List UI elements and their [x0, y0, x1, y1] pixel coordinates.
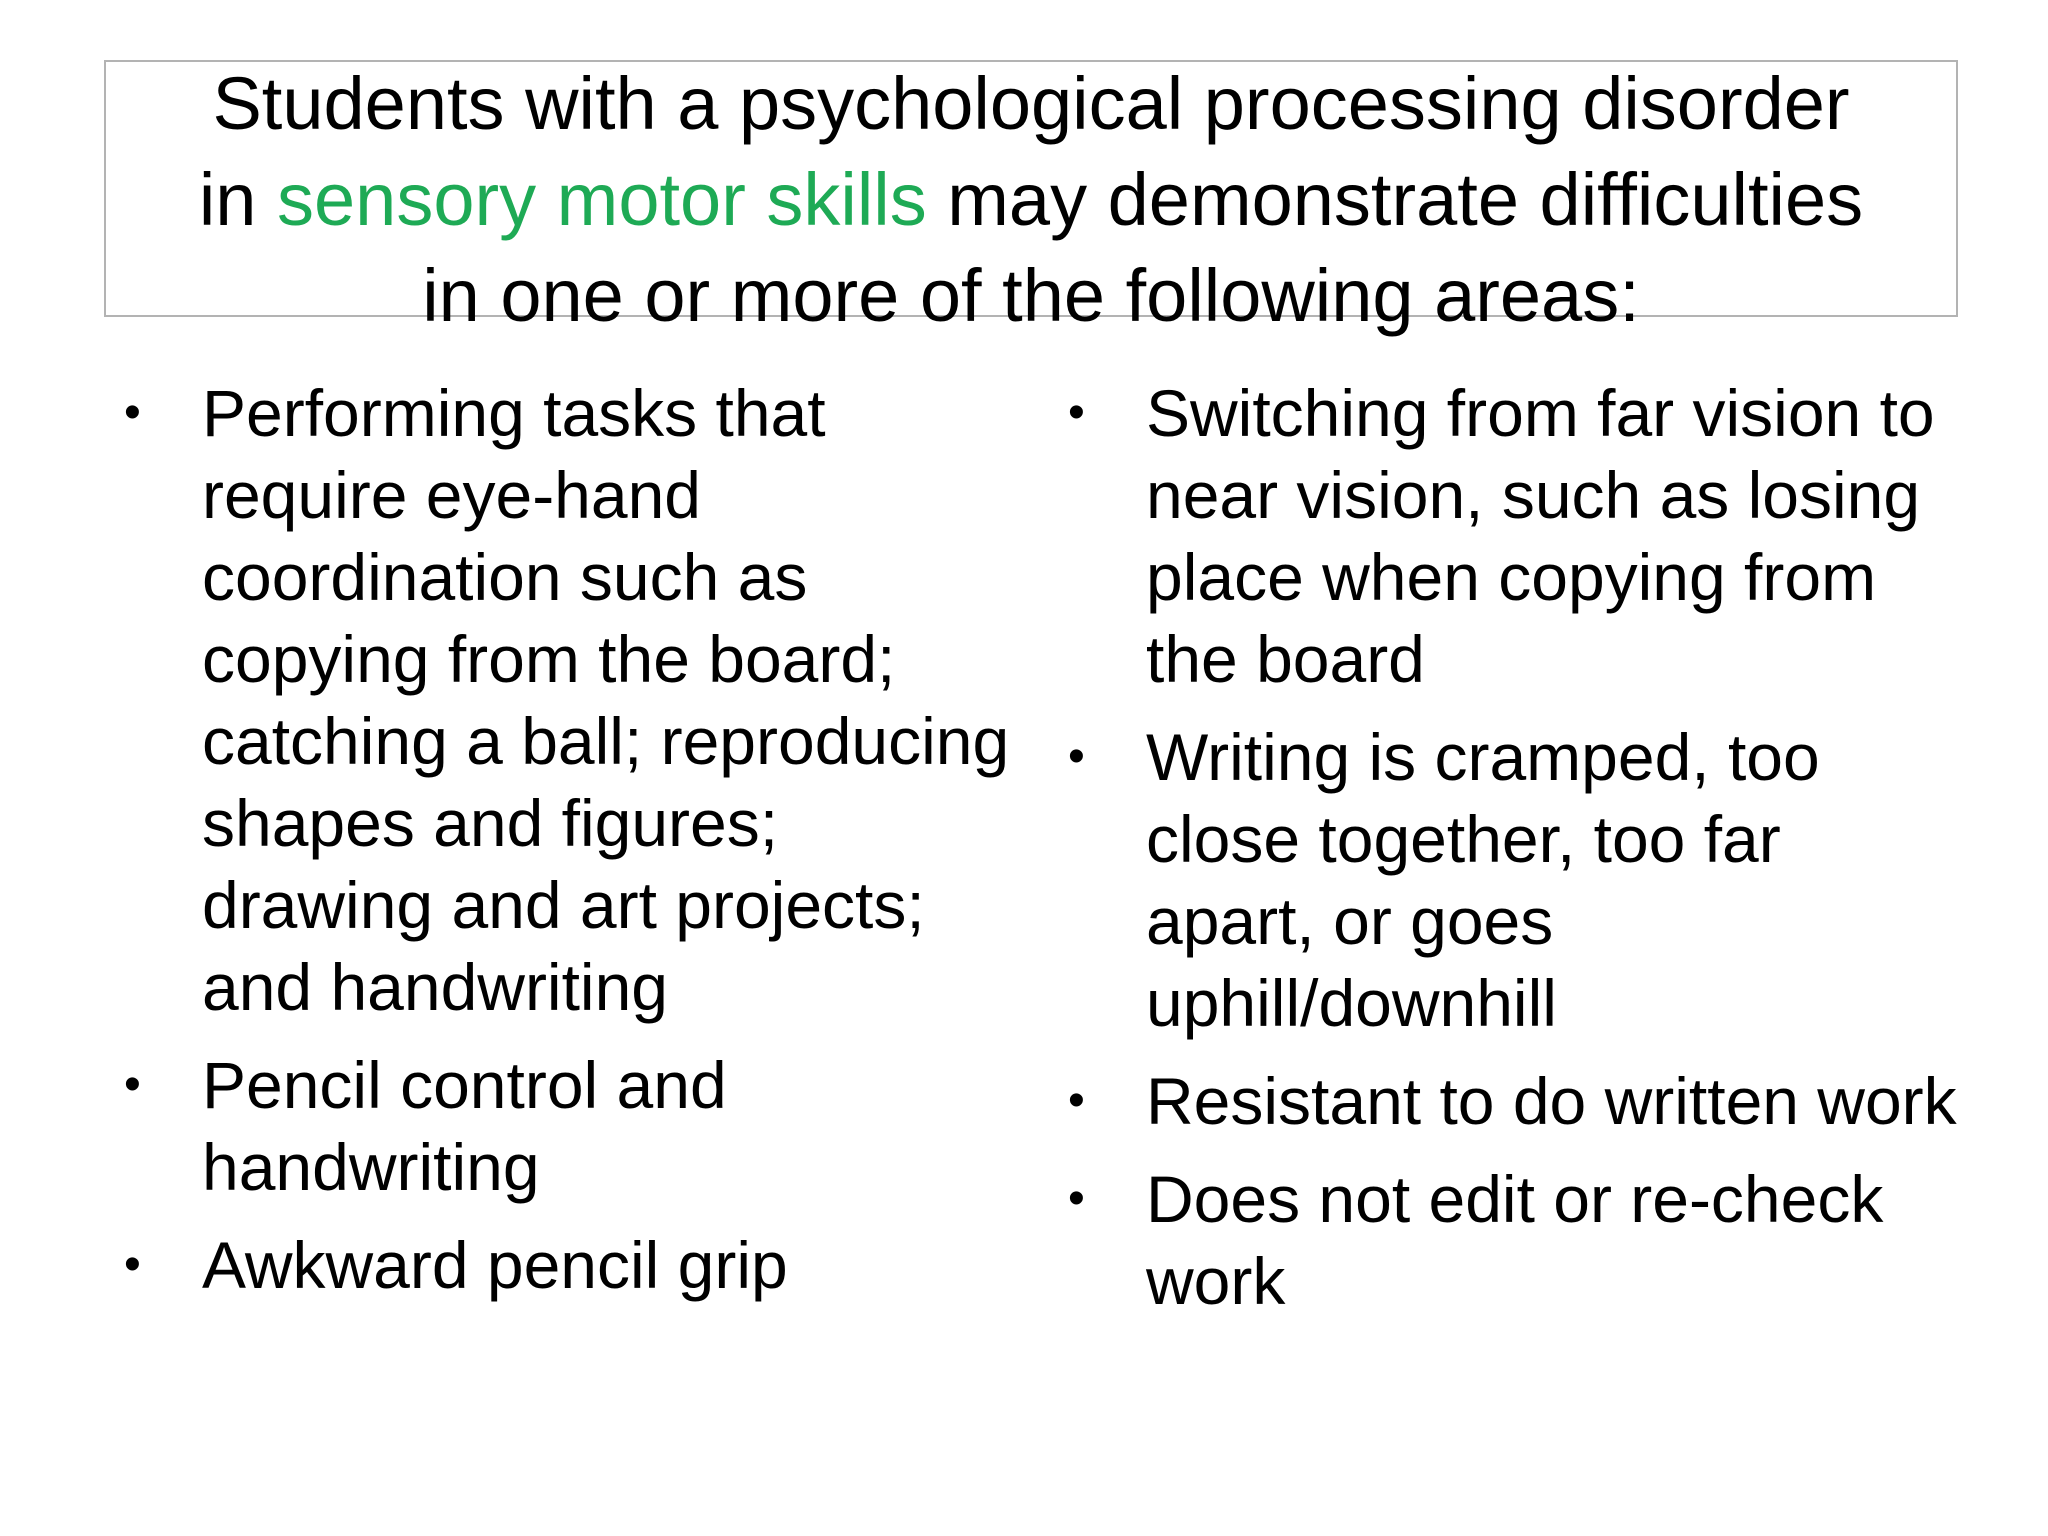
title-line-1: Students with a psychological processing disorder [212, 62, 1850, 145]
title-line-2-prefix: in [198, 158, 278, 241]
list-item [1062, 1158, 1962, 1322]
list-item-text: Performing tasks that require eye-hand coordination such as copying from the board; catching a ball; reproducing shapes and figures; drawing and art projects; and handwriting [202, 376, 1010, 1024]
left-column [118, 372, 1018, 1322]
right-column [1062, 372, 1962, 1338]
bullet-icon: • [1068, 1172, 1085, 1225]
list-item [118, 1224, 1018, 1306]
slide-title-box [104, 60, 1958, 337]
title-line-3: in one or more of the following areas: [422, 254, 1640, 337]
list-item-text: Awkward pencil grip [202, 1228, 788, 1302]
list-item-text: Writing is cramped, too close together, too far apart, or goes uphill/downhill [1146, 720, 1820, 1040]
bullet-icon: • [1068, 730, 1085, 783]
list-item-text: Switching from far vision to near vision, such as losing place when copying from the board [1146, 376, 1935, 696]
right-bullet-list [1062, 372, 1962, 1322]
list-item [118, 372, 1018, 1028]
list-item [1062, 716, 1962, 1044]
bullet-icon: • [124, 1238, 141, 1291]
list-item-text: Does not edit or re-check work [1146, 1162, 1884, 1318]
list-item-text: Pencil control and handwriting [202, 1048, 727, 1204]
title-highlight: sensory motor skills [277, 158, 927, 241]
list-item-text: Resistant to do written work [1146, 1064, 1957, 1138]
bullet-icon: • [1068, 386, 1085, 439]
left-bullet-list [118, 372, 1018, 1306]
slide-title [106, 56, 1956, 344]
bullet-icon: • [124, 386, 141, 439]
title-line-2-suffix: may demonstrate difficulties [926, 158, 1864, 241]
list-item [1062, 1060, 1962, 1142]
bullet-icon: • [124, 1058, 141, 1111]
list-item [1062, 372, 1962, 700]
bullet-icon: • [1068, 1074, 1085, 1127]
list-item [118, 1044, 1018, 1208]
